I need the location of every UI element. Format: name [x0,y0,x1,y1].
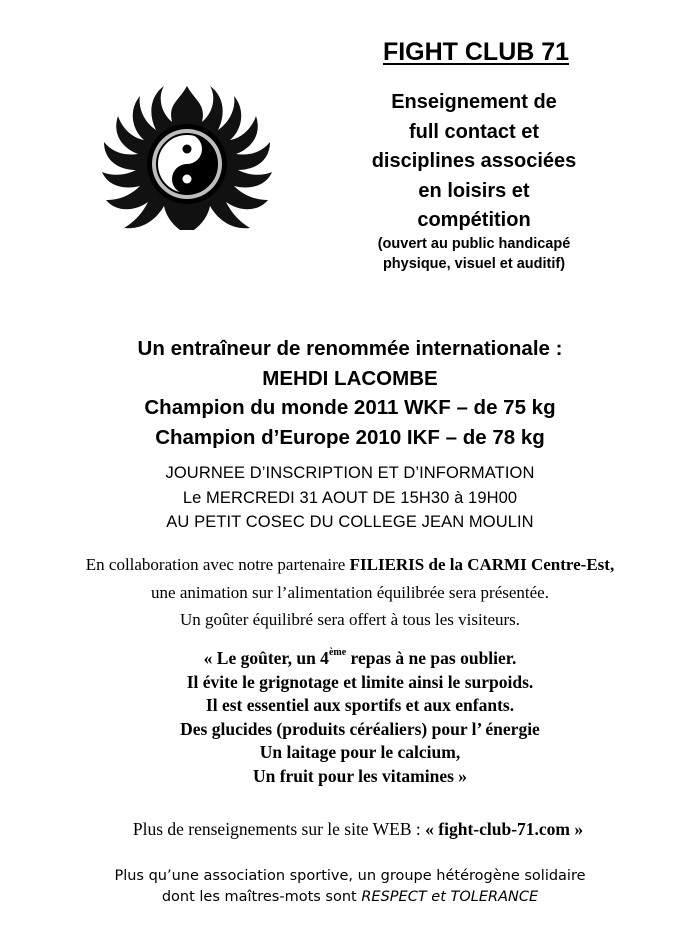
description-line: full contact et [408,120,539,143]
quote-line-1-prefix: « Le goûter, un 4 [203,648,329,668]
quote-line: Un fruit pour les vitamines » [252,765,468,786]
event-title: JOURNEE D’INSCRIPTION ET D’INFORMATION [165,464,535,482]
nutrition-quote [0,647,700,788]
partner-block [0,551,700,634]
footer-line-2 [0,887,700,908]
partner-line-2: une animation sur l’alimentation équilibrée sera présentée. [151,582,549,602]
club-title: FIGHT CLUB 71 [382,38,570,66]
event-location: AU PETIT COSEC DU COLLEGE JEAN MOULIN [166,513,534,531]
footer-block [0,866,700,908]
description-line: compétition [417,209,531,231]
quote-line: Il évite le grignotage et limite ainsi le surpoids. [186,671,534,692]
accessibility-note [336,234,612,274]
coach-title-europe: Champion d’Europe 2010 IKF – de 78 kg [155,425,545,449]
footer-prefix: dont les maîtres-mots sont [161,889,362,905]
coach-intro: Un entraîneur de renommée internationale : [137,337,563,360]
description-line: Enseignement de [391,91,557,113]
quote-line: Il est essentiel aux sportifs et aux enfants. [205,695,515,715]
quote-line: Des glucides (produits céréaliers) pour l’ énergie [180,718,540,739]
website-line [0,819,700,840]
footer-line-1: Plus qu’une association sportive, un groupe hétérogène solidaire [114,868,586,884]
footer-motto: RESPECT et TOLERANCE [361,889,539,905]
quote-line [0,647,700,671]
partner-prefix: En collaboration avec notre partenaire [85,555,350,574]
description-line: en loisirs et [418,179,530,202]
access-line: (ouvert au public handicapé [377,236,571,252]
coach-block [0,334,700,452]
yin-yang-flames-icon [98,82,276,234]
partner-line-1 [0,551,700,579]
quote-line: Un laitage pour le calcium, [259,742,461,762]
quote-line-1-suffix: repas à ne pas oublier. [346,648,517,668]
website-prefix: Plus de renseignements sur le site WEB : [132,819,426,839]
partner-name: FILIERIS de la CARMI Centre-Est, [349,555,615,574]
partner-line-3: Un goûter équilibré sera offert à tous les visiteurs. [179,610,521,629]
description-line: disciplines associées [371,150,577,172]
website-url: « fight-club-71.com » [425,819,584,839]
coach-name: MEHDI LACOMBE [262,366,438,390]
coach-title-world: Champion du monde 2011 WKF – de 75 kg [144,396,556,419]
club-description [336,88,612,236]
event-date: Le MERCREDI 31 AOUT DE 15H30 à 19H00 [182,488,518,507]
access-line: physique, visuel et auditif) [382,256,566,272]
event-block [0,461,700,535]
quote-superscript: ème [328,647,347,659]
